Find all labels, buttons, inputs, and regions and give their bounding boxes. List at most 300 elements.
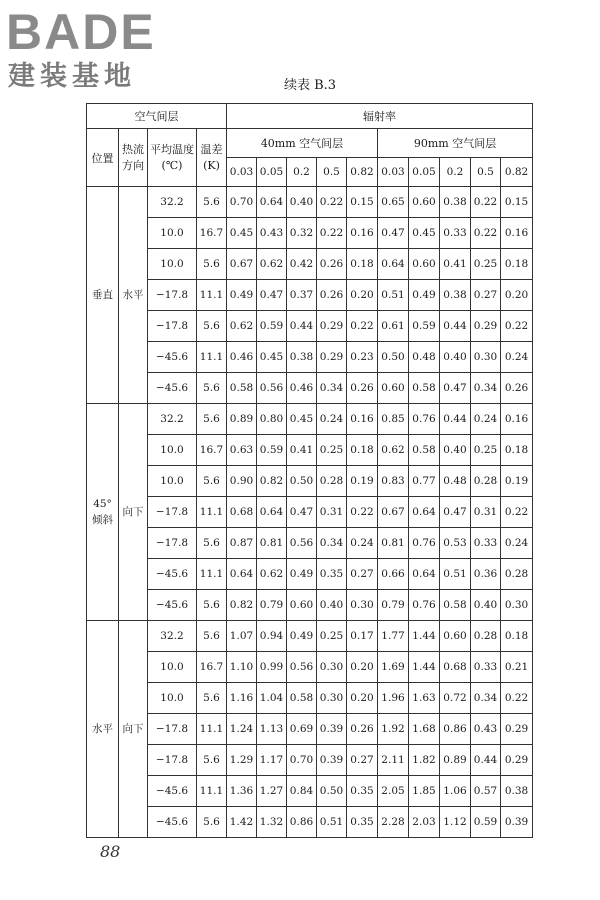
heat-flow-cell: 向下 — [119, 621, 148, 838]
resistance-value-cell: 2.03 — [409, 807, 440, 838]
resistance-value-cell: 0.68 — [440, 652, 471, 683]
resistance-value-cell: 0.62 — [227, 311, 257, 342]
resistance-value-cell: 0.47 — [440, 497, 471, 528]
mean-temp-cell: 10.0 — [148, 218, 197, 249]
table-row — [87, 683, 533, 714]
resistance-value-cell: 0.24 — [501, 342, 533, 373]
table-row — [87, 714, 533, 745]
logo-wordmark: BADE — [6, 4, 156, 60]
resistance-value-cell: 1.44 — [409, 621, 440, 652]
mean-temp-cell: −17.8 — [148, 311, 197, 342]
resistance-value-cell: 0.81 — [378, 528, 409, 559]
resistance-value-cell: 0.39 — [317, 714, 347, 745]
resistance-value-cell: 0.60 — [440, 621, 471, 652]
table-row — [87, 435, 533, 466]
resistance-value-cell: 0.16 — [347, 404, 378, 435]
resistance-value-cell: 0.29 — [317, 342, 347, 373]
resistance-value-cell: 0.25 — [471, 249, 501, 280]
resistance-value-cell: 0.34 — [317, 373, 347, 404]
table-row — [87, 621, 533, 652]
mean-temp-cell: 32.2 — [148, 187, 197, 218]
resistance-value-cell: 1.16 — [227, 683, 257, 714]
resistance-value-cell: 0.38 — [440, 280, 471, 311]
resistance-value-cell: 0.50 — [378, 342, 409, 373]
resistance-value-cell: 0.16 — [501, 218, 533, 249]
resistance-value-cell: 1.06 — [440, 776, 471, 807]
resistance-value-cell: 1.44 — [409, 652, 440, 683]
table-row — [87, 807, 533, 838]
resistance-value-cell: 0.41 — [440, 249, 471, 280]
resistance-value-cell: 0.31 — [317, 497, 347, 528]
resistance-value-cell: 0.70 — [227, 187, 257, 218]
resistance-value-cell: 0.38 — [440, 187, 471, 218]
resistance-value-cell: 0.40 — [317, 590, 347, 621]
temp-diff-cell: 16.7 — [197, 652, 227, 683]
resistance-value-cell: 0.86 — [287, 807, 317, 838]
temp-diff-cell: 5.6 — [197, 621, 227, 652]
resistance-value-cell: 0.64 — [257, 497, 287, 528]
resistance-value-cell: 0.27 — [347, 559, 378, 590]
mean-temp-cell: 32.2 — [148, 621, 197, 652]
mean-temp-cell: −17.8 — [148, 528, 197, 559]
resistance-value-cell: 0.44 — [440, 404, 471, 435]
emissivity-table — [86, 103, 533, 838]
resistance-value-cell: 0.58 — [440, 590, 471, 621]
resistance-value-cell: 0.44 — [287, 311, 317, 342]
heat-flow-cell: 向下 — [119, 404, 148, 621]
table-row — [87, 187, 533, 218]
resistance-value-cell: 1.69 — [378, 652, 409, 683]
temp-diff-cell: 5.6 — [197, 683, 227, 714]
resistance-value-cell: 0.64 — [227, 559, 257, 590]
emissivity-value: 0.2 — [440, 158, 471, 187]
mean-temp-cell: −17.8 — [148, 714, 197, 745]
resistance-value-cell: 0.59 — [257, 435, 287, 466]
table-row — [87, 466, 533, 497]
resistance-value-cell: 0.26 — [347, 714, 378, 745]
temp-diff-cell: 5.6 — [197, 466, 227, 497]
resistance-value-cell: 1.04 — [257, 683, 287, 714]
resistance-value-cell: 0.76 — [409, 528, 440, 559]
resistance-value-cell: 0.16 — [347, 218, 378, 249]
resistance-value-cell: 0.44 — [471, 745, 501, 776]
position-cell: 水平 — [87, 621, 119, 838]
table-row — [87, 652, 533, 683]
resistance-value-cell: 0.56 — [257, 373, 287, 404]
temp-diff-cell: 16.7 — [197, 435, 227, 466]
resistance-value-cell: 0.68 — [227, 497, 257, 528]
resistance-value-cell: 0.59 — [409, 311, 440, 342]
resistance-value-cell: 0.43 — [257, 218, 287, 249]
resistance-value-cell: 0.62 — [257, 249, 287, 280]
resistance-value-cell: 0.22 — [501, 497, 533, 528]
resistance-value-cell: 0.22 — [471, 187, 501, 218]
resistance-value-cell: 0.58 — [409, 373, 440, 404]
resistance-value-cell: 0.18 — [501, 621, 533, 652]
resistance-value-cell: 0.61 — [378, 311, 409, 342]
resistance-value-cell: 1.82 — [409, 745, 440, 776]
resistance-value-cell: 0.24 — [471, 404, 501, 435]
resistance-value-cell: 1.63 — [409, 683, 440, 714]
resistance-value-cell: 0.33 — [471, 528, 501, 559]
resistance-value-cell: 0.26 — [347, 373, 378, 404]
resistance-value-cell: 0.47 — [378, 218, 409, 249]
mean-temp-cell: −45.6 — [148, 559, 197, 590]
resistance-value-cell: 0.30 — [501, 590, 533, 621]
emissivity-header: 辐射率 — [227, 104, 533, 129]
temp-diff-cell: 5.6 — [197, 187, 227, 218]
resistance-value-cell: 0.33 — [440, 218, 471, 249]
resistance-value-cell: 0.22 — [317, 218, 347, 249]
mean-temp-cell: 10.0 — [148, 466, 197, 497]
emissivity-value: 0.05 — [257, 158, 287, 187]
emissivity-value: 0.82 — [501, 158, 533, 187]
resistance-value-cell: 0.57 — [471, 776, 501, 807]
resistance-value-cell: 0.34 — [471, 683, 501, 714]
resistance-value-cell: 0.29 — [501, 745, 533, 776]
emissivity-value: 0.03 — [378, 158, 409, 187]
emissivity-value: 0.5 — [471, 158, 501, 187]
temp-diff-cell: 5.6 — [197, 590, 227, 621]
resistance-value-cell: 0.62 — [378, 435, 409, 466]
emissivity-value: 0.2 — [287, 158, 317, 187]
resistance-value-cell: 0.45 — [227, 218, 257, 249]
resistance-value-cell: 0.30 — [347, 590, 378, 621]
emissivity-value: 0.05 — [409, 158, 440, 187]
resistance-value-cell: 0.49 — [409, 280, 440, 311]
resistance-value-cell: 0.34 — [471, 373, 501, 404]
mean-temp-cell: −45.6 — [148, 776, 197, 807]
resistance-value-cell: 0.20 — [501, 280, 533, 311]
resistance-value-cell: 1.27 — [257, 776, 287, 807]
resistance-value-cell: 0.28 — [501, 559, 533, 590]
resistance-value-cell: 0.46 — [287, 373, 317, 404]
resistance-value-cell: 1.24 — [227, 714, 257, 745]
resistance-value-cell: 0.28 — [471, 621, 501, 652]
temp-diff-cell: 11.1 — [197, 280, 227, 311]
resistance-value-cell: 0.37 — [287, 280, 317, 311]
resistance-value-cell: 0.39 — [317, 745, 347, 776]
resistance-value-cell: 0.22 — [501, 683, 533, 714]
table-row — [87, 776, 533, 807]
resistance-value-cell: 0.45 — [257, 342, 287, 373]
temp-diff-cell: 5.6 — [197, 528, 227, 559]
resistance-value-cell: 0.25 — [471, 435, 501, 466]
resistance-value-cell: 0.20 — [347, 683, 378, 714]
resistance-value-cell: 0.84 — [287, 776, 317, 807]
resistance-value-cell: 1.10 — [227, 652, 257, 683]
resistance-value-cell: 1.12 — [440, 807, 471, 838]
resistance-value-cell: 0.56 — [287, 528, 317, 559]
temp-diff-cell: 5.6 — [197, 373, 227, 404]
emissivity-value: 0.03 — [227, 158, 257, 187]
resistance-value-cell: 1.36 — [227, 776, 257, 807]
resistance-value-cell: 0.24 — [317, 404, 347, 435]
resistance-value-cell: 0.18 — [347, 435, 378, 466]
table-row — [87, 497, 533, 528]
resistance-value-cell: 0.51 — [440, 559, 471, 590]
mean-temp-cell: −17.8 — [148, 745, 197, 776]
position-cell: 垂直 — [87, 187, 119, 404]
resistance-value-cell: 0.25 — [317, 435, 347, 466]
mean-temp-cell: −45.6 — [148, 590, 197, 621]
layer-40-header: 40mm 空气间层 — [227, 129, 378, 158]
resistance-value-cell: 0.47 — [257, 280, 287, 311]
mean-temp-cell: 10.0 — [148, 683, 197, 714]
resistance-value-cell: 0.64 — [409, 497, 440, 528]
resistance-value-cell: 0.60 — [409, 249, 440, 280]
table-row — [87, 559, 533, 590]
page-number: 88 — [100, 842, 121, 861]
resistance-value-cell: 1.77 — [378, 621, 409, 652]
resistance-value-cell: 0.24 — [501, 528, 533, 559]
temp-diff-cell: 11.1 — [197, 342, 227, 373]
resistance-value-cell: 0.70 — [287, 745, 317, 776]
resistance-value-cell: 0.27 — [347, 745, 378, 776]
resistance-value-cell: 0.67 — [378, 497, 409, 528]
resistance-value-cell: 0.81 — [257, 528, 287, 559]
table-row — [87, 373, 533, 404]
resistance-value-cell: 0.36 — [471, 559, 501, 590]
layer-90-header: 90mm 空气间层 — [378, 129, 533, 158]
table-row — [87, 404, 533, 435]
resistance-value-cell: 1.17 — [257, 745, 287, 776]
resistance-value-cell: 0.42 — [287, 249, 317, 280]
resistance-value-cell: 0.65 — [378, 187, 409, 218]
resistance-value-cell: 0.66 — [378, 559, 409, 590]
resistance-value-cell: 0.26 — [317, 280, 347, 311]
resistance-value-cell: 0.43 — [471, 714, 501, 745]
position-header: 位置 — [87, 129, 119, 187]
resistance-value-cell: 0.53 — [440, 528, 471, 559]
resistance-value-cell: 0.47 — [287, 497, 317, 528]
resistance-value-cell: 0.59 — [257, 311, 287, 342]
resistance-value-cell: 0.29 — [471, 311, 501, 342]
resistance-value-cell: 0.48 — [440, 466, 471, 497]
resistance-value-cell: 0.99 — [257, 652, 287, 683]
table-row — [87, 342, 533, 373]
mean-temp-header: 平均温度(℃) — [148, 129, 197, 187]
table-row — [87, 280, 533, 311]
resistance-value-cell: 0.41 — [287, 435, 317, 466]
resistance-value-cell: 0.29 — [501, 714, 533, 745]
resistance-value-cell: 0.32 — [287, 218, 317, 249]
resistance-value-cell: 0.63 — [227, 435, 257, 466]
resistance-value-cell: 0.82 — [257, 466, 287, 497]
resistance-value-cell: 1.29 — [227, 745, 257, 776]
resistance-value-cell: 0.40 — [287, 187, 317, 218]
temp-diff-cell: 11.1 — [197, 714, 227, 745]
resistance-value-cell: 0.18 — [501, 249, 533, 280]
emissivity-value: 0.82 — [347, 158, 378, 187]
mean-temp-cell: 32.2 — [148, 404, 197, 435]
temp-diff-cell: 5.6 — [197, 807, 227, 838]
temp-diff-cell: 16.7 — [197, 218, 227, 249]
table-row — [87, 528, 533, 559]
resistance-value-cell: 0.69 — [287, 714, 317, 745]
resistance-value-cell: 0.50 — [317, 776, 347, 807]
table-row — [87, 218, 533, 249]
resistance-value-cell: 0.34 — [317, 528, 347, 559]
resistance-value-cell: 0.35 — [347, 807, 378, 838]
resistance-value-cell: 0.86 — [440, 714, 471, 745]
resistance-value-cell: 0.30 — [471, 342, 501, 373]
temp-diff-cell: 5.6 — [197, 745, 227, 776]
resistance-value-cell: 0.58 — [227, 373, 257, 404]
resistance-value-cell: 0.56 — [287, 652, 317, 683]
temp-diff-cell: 5.6 — [197, 249, 227, 280]
resistance-value-cell: 2.05 — [378, 776, 409, 807]
resistance-value-cell: 0.79 — [257, 590, 287, 621]
table-row — [87, 745, 533, 776]
resistance-value-cell: 0.58 — [409, 435, 440, 466]
resistance-value-cell: 0.20 — [347, 280, 378, 311]
resistance-value-cell: 0.60 — [409, 187, 440, 218]
resistance-value-cell: 0.67 — [227, 249, 257, 280]
resistance-value-cell: 0.77 — [409, 466, 440, 497]
resistance-value-cell: 0.35 — [317, 559, 347, 590]
resistance-value-cell: 0.76 — [409, 404, 440, 435]
resistance-value-cell: 0.58 — [287, 683, 317, 714]
resistance-value-cell: 0.49 — [287, 621, 317, 652]
heat-flow-header: 热流方向 — [119, 129, 148, 187]
resistance-value-cell: 1.92 — [378, 714, 409, 745]
resistance-value-cell: 0.49 — [227, 280, 257, 311]
resistance-value-cell: 0.26 — [501, 373, 533, 404]
resistance-value-cell: 0.33 — [471, 652, 501, 683]
resistance-value-cell: 1.68 — [409, 714, 440, 745]
mean-temp-cell: 10.0 — [148, 652, 197, 683]
resistance-value-cell: 0.83 — [378, 466, 409, 497]
resistance-value-cell: 0.31 — [471, 497, 501, 528]
header-row-2 — [87, 129, 533, 158]
resistance-value-cell: 0.29 — [317, 311, 347, 342]
resistance-value-cell: 0.22 — [317, 187, 347, 218]
resistance-value-cell: 0.82 — [227, 590, 257, 621]
temp-diff-cell: 5.6 — [197, 311, 227, 342]
temp-diff-cell: 5.6 — [197, 404, 227, 435]
resistance-value-cell: 0.23 — [347, 342, 378, 373]
resistance-value-cell: 0.22 — [471, 218, 501, 249]
resistance-value-cell: 0.28 — [317, 466, 347, 497]
header-row-1 — [87, 104, 533, 129]
resistance-value-cell: 0.18 — [347, 249, 378, 280]
resistance-value-cell: 0.38 — [501, 776, 533, 807]
resistance-value-cell: 0.15 — [347, 187, 378, 218]
resistance-value-cell: 0.40 — [440, 342, 471, 373]
resistance-value-cell: 2.28 — [378, 807, 409, 838]
resistance-value-cell: 0.22 — [347, 311, 378, 342]
resistance-value-cell: 0.38 — [287, 342, 317, 373]
emissivity-value: 0.5 — [317, 158, 347, 187]
resistance-value-cell: 0.76 — [409, 590, 440, 621]
table-row — [87, 590, 533, 621]
resistance-value-cell: 0.18 — [501, 435, 533, 466]
resistance-value-cell: 0.26 — [317, 249, 347, 280]
mean-temp-cell: −45.6 — [148, 373, 197, 404]
resistance-value-cell: 0.30 — [317, 683, 347, 714]
resistance-value-cell: 1.07 — [227, 621, 257, 652]
air-layer-header: 空气间层 — [87, 104, 227, 129]
resistance-value-cell: 0.50 — [287, 466, 317, 497]
resistance-value-cell: 1.13 — [257, 714, 287, 745]
resistance-value-cell: 0.47 — [440, 373, 471, 404]
resistance-value-cell: 0.19 — [347, 466, 378, 497]
temp-diff-cell: 11.1 — [197, 776, 227, 807]
temp-diff-cell: 11.1 — [197, 559, 227, 590]
resistance-value-cell: 0.90 — [227, 466, 257, 497]
resistance-value-cell: 1.96 — [378, 683, 409, 714]
resistance-value-cell: 0.39 — [501, 807, 533, 838]
resistance-value-cell: 0.94 — [257, 621, 287, 652]
resistance-value-cell: 0.22 — [347, 497, 378, 528]
resistance-value-cell: 2.11 — [378, 745, 409, 776]
resistance-value-cell: 0.44 — [440, 311, 471, 342]
resistance-value-cell: 0.59 — [471, 807, 501, 838]
mean-temp-cell: −17.8 — [148, 280, 197, 311]
resistance-value-cell: 0.30 — [317, 652, 347, 683]
mean-temp-cell: 10.0 — [148, 249, 197, 280]
resistance-value-cell: 0.85 — [378, 404, 409, 435]
resistance-value-cell: 0.64 — [257, 187, 287, 218]
heat-flow-cell: 水平 — [119, 187, 148, 404]
resistance-value-cell: 0.62 — [257, 559, 287, 590]
resistance-value-cell: 0.48 — [409, 342, 440, 373]
resistance-value-cell: 0.51 — [378, 280, 409, 311]
resistance-value-cell: 1.85 — [409, 776, 440, 807]
resistance-value-cell: 0.25 — [317, 621, 347, 652]
resistance-value-cell: 0.21 — [501, 652, 533, 683]
table-row — [87, 249, 533, 280]
temp-diff-header: 温差(K) — [197, 129, 227, 187]
resistance-value-cell: 0.60 — [378, 373, 409, 404]
resistance-value-cell: 0.28 — [471, 466, 501, 497]
mean-temp-cell: −17.8 — [148, 497, 197, 528]
resistance-value-cell: 0.22 — [501, 311, 533, 342]
mean-temp-cell: −45.6 — [148, 342, 197, 373]
resistance-value-cell: 0.27 — [471, 280, 501, 311]
resistance-value-cell: 0.64 — [378, 249, 409, 280]
mean-temp-cell: 10.0 — [148, 435, 197, 466]
resistance-value-cell: 0.72 — [440, 683, 471, 714]
table-row — [87, 311, 533, 342]
resistance-value-cell: 0.45 — [409, 218, 440, 249]
table-caption: 续表 B.3 — [283, 78, 337, 93]
resistance-value-cell: 0.15 — [501, 187, 533, 218]
resistance-value-cell: 0.17 — [347, 621, 378, 652]
resistance-value-cell: 0.79 — [378, 590, 409, 621]
resistance-value-cell: 0.49 — [287, 559, 317, 590]
resistance-value-cell: 0.24 — [347, 528, 378, 559]
resistance-value-cell: 0.16 — [501, 404, 533, 435]
resistance-value-cell: 0.64 — [409, 559, 440, 590]
logo-subtitle: 建装基地 — [8, 61, 136, 92]
resistance-value-cell: 0.80 — [257, 404, 287, 435]
resistance-value-cell: 0.87 — [227, 528, 257, 559]
resistance-value-cell: 0.19 — [501, 466, 533, 497]
resistance-value-cell: 0.51 — [317, 807, 347, 838]
resistance-value-cell: 1.32 — [257, 807, 287, 838]
resistance-value-cell: 0.40 — [471, 590, 501, 621]
resistance-value-cell: 0.20 — [347, 652, 378, 683]
resistance-value-cell: 0.60 — [287, 590, 317, 621]
resistance-value-cell: 0.46 — [227, 342, 257, 373]
resistance-value-cell: 0.45 — [287, 404, 317, 435]
resistance-value-cell: 0.40 — [440, 435, 471, 466]
temp-diff-cell: 11.1 — [197, 497, 227, 528]
resistance-value-cell: 1.42 — [227, 807, 257, 838]
resistance-value-cell: 0.89 — [440, 745, 471, 776]
